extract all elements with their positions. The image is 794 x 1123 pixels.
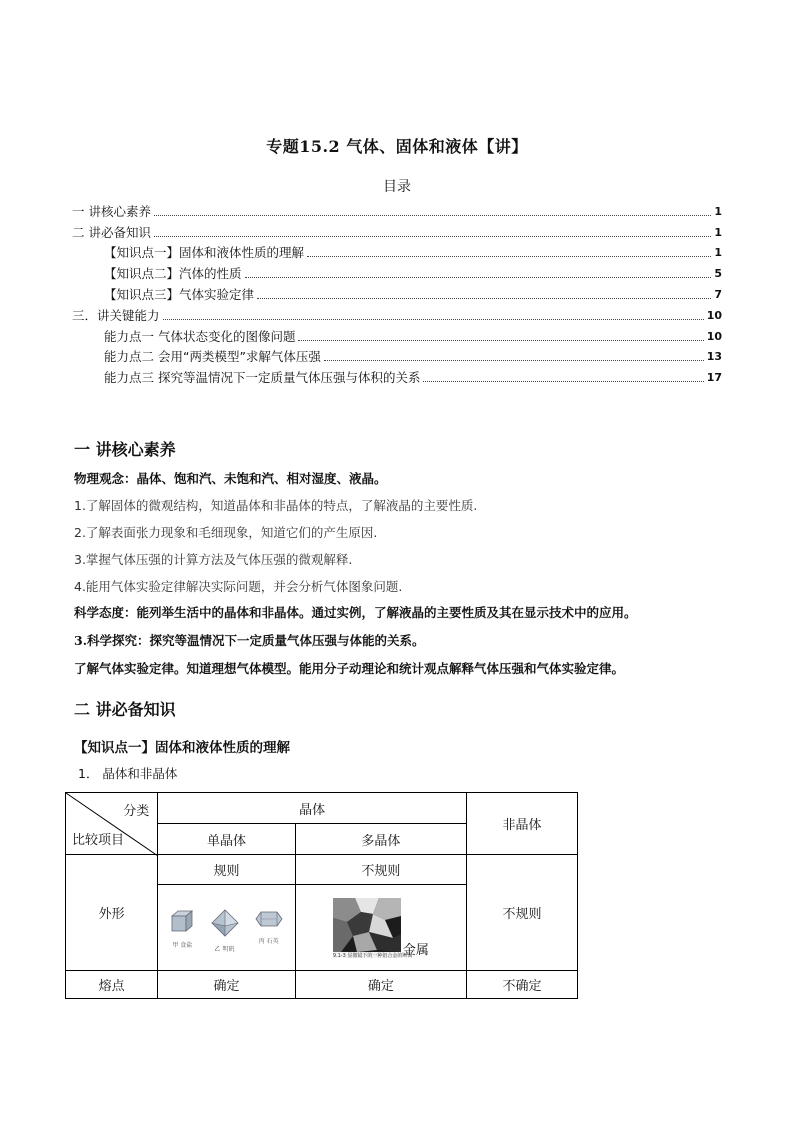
point-3: 3.掌握气体压强的计算方法及气体压强的微观解释. [74, 552, 353, 567]
salt-crystal: 甲 食盐 [169, 908, 195, 949]
row-label-melting: 熔点 [66, 971, 158, 999]
section-heading-knowledge: 二 讲必备知识 [74, 700, 176, 719]
amorphous-shape: 不规则 [466, 855, 577, 971]
alum-octahedron-icon [210, 908, 240, 938]
metal-micrograph-image [333, 898, 401, 958]
toc-item[interactable]: 【知识点三】气体实验定律 7 [104, 286, 722, 302]
toc-heading: 目录 [383, 179, 411, 195]
science-attitude: 科学态度：能列举生活中的晶体和非晶体。通过实例，了解液晶的主要性质及其在显示技术中的应用。 [74, 605, 637, 620]
toc-item[interactable]: 能力点一 气体状态变化的图像问题 10 [104, 328, 722, 344]
toc-item[interactable]: 二 讲必备知识 1 [72, 224, 722, 240]
point-2: 2.了解表面张力现象和毛细现象，知道它们的产生原因. [74, 525, 378, 540]
header-compare: 比较项目 [72, 833, 125, 848]
amorphous-melting: 不确定 [466, 971, 577, 999]
table-of-contents [72, 200, 722, 387]
item-crystal: 1． 晶体和非晶体 [78, 766, 178, 781]
header-single-crystal: 单晶体 [158, 824, 296, 855]
metal-label: 金属 [402, 942, 429, 958]
metal-illustration-cell [295, 885, 466, 971]
header-amorphous: 非晶体 [466, 793, 577, 855]
toc-item[interactable]: 【知识点一】固体和液体性质的理解 1 [104, 245, 722, 261]
salt-cube-icon [169, 908, 195, 934]
toc-item[interactable]: 能力点三 探究等温情况下一定质量气体压强与体积的关系 17 [104, 370, 722, 386]
alum-crystal: 乙 明矾 [210, 908, 240, 953]
crystal-illustrations [158, 885, 296, 971]
science-inquiry: 3.科学探究：探究等温情况下一定质量气体压强与体能的关系。 [74, 633, 425, 648]
toc-item[interactable]: 【知识点二】汽体的性质 5 [104, 266, 722, 282]
toc-item[interactable]: 一 讲核心素养 1 [72, 203, 722, 219]
summary: 了解气体实验定律。知道理想气体模型。能用分子动理论和统计观点解释气体压强和气体实验定律。 [74, 661, 625, 676]
header-crystal: 晶体 [158, 793, 467, 824]
toc-item[interactable]: 三．讲关键能力 10 [72, 307, 722, 323]
poly-melting: 确定 [295, 971, 466, 999]
point-1: 1.了解固体的微观结构，知道晶体和非晶体的特点，了解液晶的主要性质. [74, 498, 478, 513]
metal-micrograph: 9.1-3 显微镜下的一种铝合金的断面 [333, 898, 401, 958]
page-title: 专题15.2 气体、固体和液体【讲】 [266, 137, 528, 156]
header-poly-crystal: 多晶体 [295, 824, 466, 855]
single-shape: 规则 [158, 855, 296, 885]
comparison-table [65, 792, 578, 999]
diagonal-header-cell [66, 793, 158, 855]
poly-shape: 不规则 [295, 855, 466, 885]
section-heading-core: 一 讲核心素养 [74, 440, 176, 459]
row-label-shape: 外形 [66, 855, 158, 971]
knowledge-point-1: 【知识点一】固体和液体性质的理解 [74, 740, 290, 756]
single-melting: 确定 [158, 971, 296, 999]
toc-item[interactable]: 能力点二 会用“两类模型”求解气体压强 13 [104, 349, 722, 365]
quartz-prism-icon [254, 908, 284, 930]
point-4: 4.能用气体实验定律解决实际问题，并会分析气体图象问题. [74, 579, 403, 594]
quartz-crystal: 丙 石英 [254, 908, 284, 945]
header-category: 分类 [123, 804, 150, 819]
physics-concept: 物理观念：晶体、饱和汽、未饱和汽、相对湿度、液晶。 [74, 471, 387, 486]
